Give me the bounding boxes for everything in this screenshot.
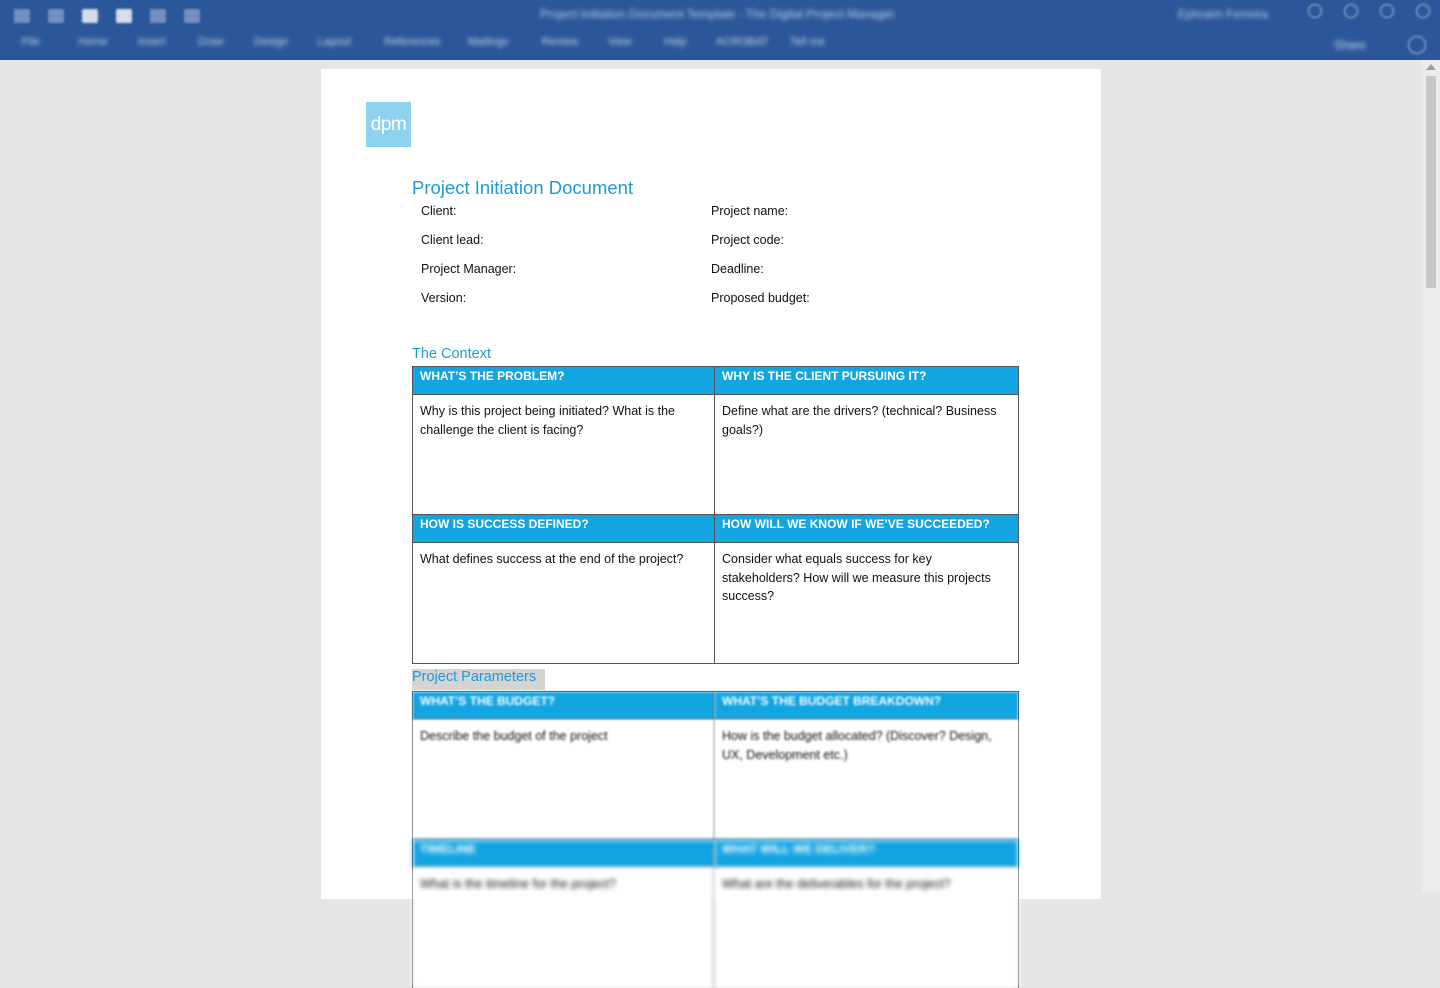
table-header-cell[interactable]: WHAT’S THE PROBLEM?	[413, 367, 715, 395]
field-version[interactable]: Version:	[421, 291, 467, 305]
tab-draw[interactable]: Draw	[198, 36, 224, 48]
table-body-cell[interactable]: What is the timeline for the project?	[413, 868, 715, 988]
tab-view[interactable]: View	[608, 36, 632, 48]
parameters-table	[412, 691, 1019, 988]
dpm-logo: dpm	[366, 102, 411, 147]
customize-icon[interactable]	[184, 9, 200, 23]
tab-insert[interactable]: Insert	[138, 36, 166, 48]
tab-design[interactable]: Design	[254, 36, 289, 48]
field-deadline[interactable]: Deadline:	[711, 262, 764, 276]
toggle-icon[interactable]	[48, 9, 64, 23]
table-body-cell[interactable]: Why is this project being initiated? What is the challenge the client is facing?	[413, 395, 715, 515]
minimize-icon[interactable]	[1344, 4, 1358, 18]
table-body-cell[interactable]: What defines success at the end of the project?	[413, 543, 715, 663]
scrollbar-thumb[interactable]	[1426, 76, 1436, 288]
field-project-name[interactable]: Project name:	[711, 204, 789, 218]
document-page[interactable]	[321, 69, 1101, 899]
tab-references[interactable]: References	[384, 36, 441, 48]
tab-mailings[interactable]: Mailings	[468, 36, 509, 48]
tab-home[interactable]: Home	[78, 36, 108, 48]
field-client-lead[interactable]: Client lead:	[421, 233, 484, 247]
tell-me-search[interactable]: Tell me	[790, 36, 825, 48]
table-body-cell[interactable]: What are the deliverables for the project?	[715, 868, 1018, 988]
section-heading-context[interactable]: The Context	[412, 346, 491, 362]
quick-access-toolbar	[14, 6, 200, 26]
table-header-cell[interactable]: WHY IS THE CLIENT PURSUING IT?	[715, 367, 1018, 395]
window-controls	[1308, 4, 1430, 18]
scroll-up-icon[interactable]	[1426, 64, 1436, 70]
field-project-manager[interactable]: Project Manager:	[421, 262, 517, 276]
field-project-code[interactable]: Project code:	[711, 233, 784, 247]
feedback-smiley-icon[interactable]	[1408, 36, 1426, 54]
maximize-icon[interactable]	[1380, 4, 1394, 18]
table-body-cell[interactable]: Consider what equals success for key stakeholders? How will we measure this projects success?	[715, 543, 1018, 663]
window-title: Project Initiation Document Template - The Digital Project Manager	[540, 7, 895, 21]
ribbon-options-icon[interactable]	[1308, 4, 1322, 18]
document-title[interactable]: Project Initiation Document	[412, 177, 634, 198]
user-name[interactable]: Ephraim Ferreira	[1178, 7, 1269, 21]
tab-acrobat[interactable]: ACROBAT	[716, 36, 769, 48]
tab-help[interactable]: Help	[664, 36, 687, 48]
field-client[interactable]: Client:	[421, 204, 457, 218]
autosave-icon[interactable]	[14, 9, 30, 23]
table-header-cell[interactable]: WHAT’S THE BUDGET?	[413, 692, 715, 720]
close-icon[interactable]	[1416, 4, 1430, 18]
tab-review[interactable]: Review	[542, 36, 579, 48]
table-header-cell[interactable]: TIMELINE	[413, 840, 715, 868]
vertical-scrollbar[interactable]	[1422, 60, 1440, 892]
table-body-cell[interactable]: Describe the budget of the project	[413, 720, 715, 840]
table-header-cell[interactable]: HOW WILL WE KNOW IF WE’VE SUCCEEDED?	[715, 515, 1018, 543]
share-button[interactable]: Share	[1334, 38, 1367, 52]
tab-file[interactable]: File	[22, 36, 40, 48]
table-body-cell[interactable]: How is the budget allocated? (Discover? Design, UX, Development etc.)	[715, 720, 1018, 840]
table-header-cell[interactable]: WHAT’S THE BUDGET BREAKDOWN?	[715, 692, 1018, 720]
tab-layout[interactable]: Layout	[318, 36, 352, 48]
save-icon[interactable]	[82, 9, 98, 23]
table-body-cell[interactable]: Define what are the drivers? (technical? Business goals?)	[715, 395, 1018, 515]
redo-icon[interactable]	[150, 9, 166, 23]
undo-icon[interactable]	[116, 9, 132, 23]
table-header-cell[interactable]: WHAT WILL WE DELIVER?	[715, 840, 1018, 868]
ribbon-tabs	[0, 36, 1300, 54]
context-table	[412, 366, 1019, 664]
field-proposed-budget[interactable]: Proposed budget:	[711, 291, 810, 305]
ribbon	[0, 0, 1440, 60]
table-header-cell[interactable]: HOW IS SUCCESS DEFINED?	[413, 515, 715, 543]
section-heading-parameters[interactable]: Project Parameters	[412, 669, 545, 690]
